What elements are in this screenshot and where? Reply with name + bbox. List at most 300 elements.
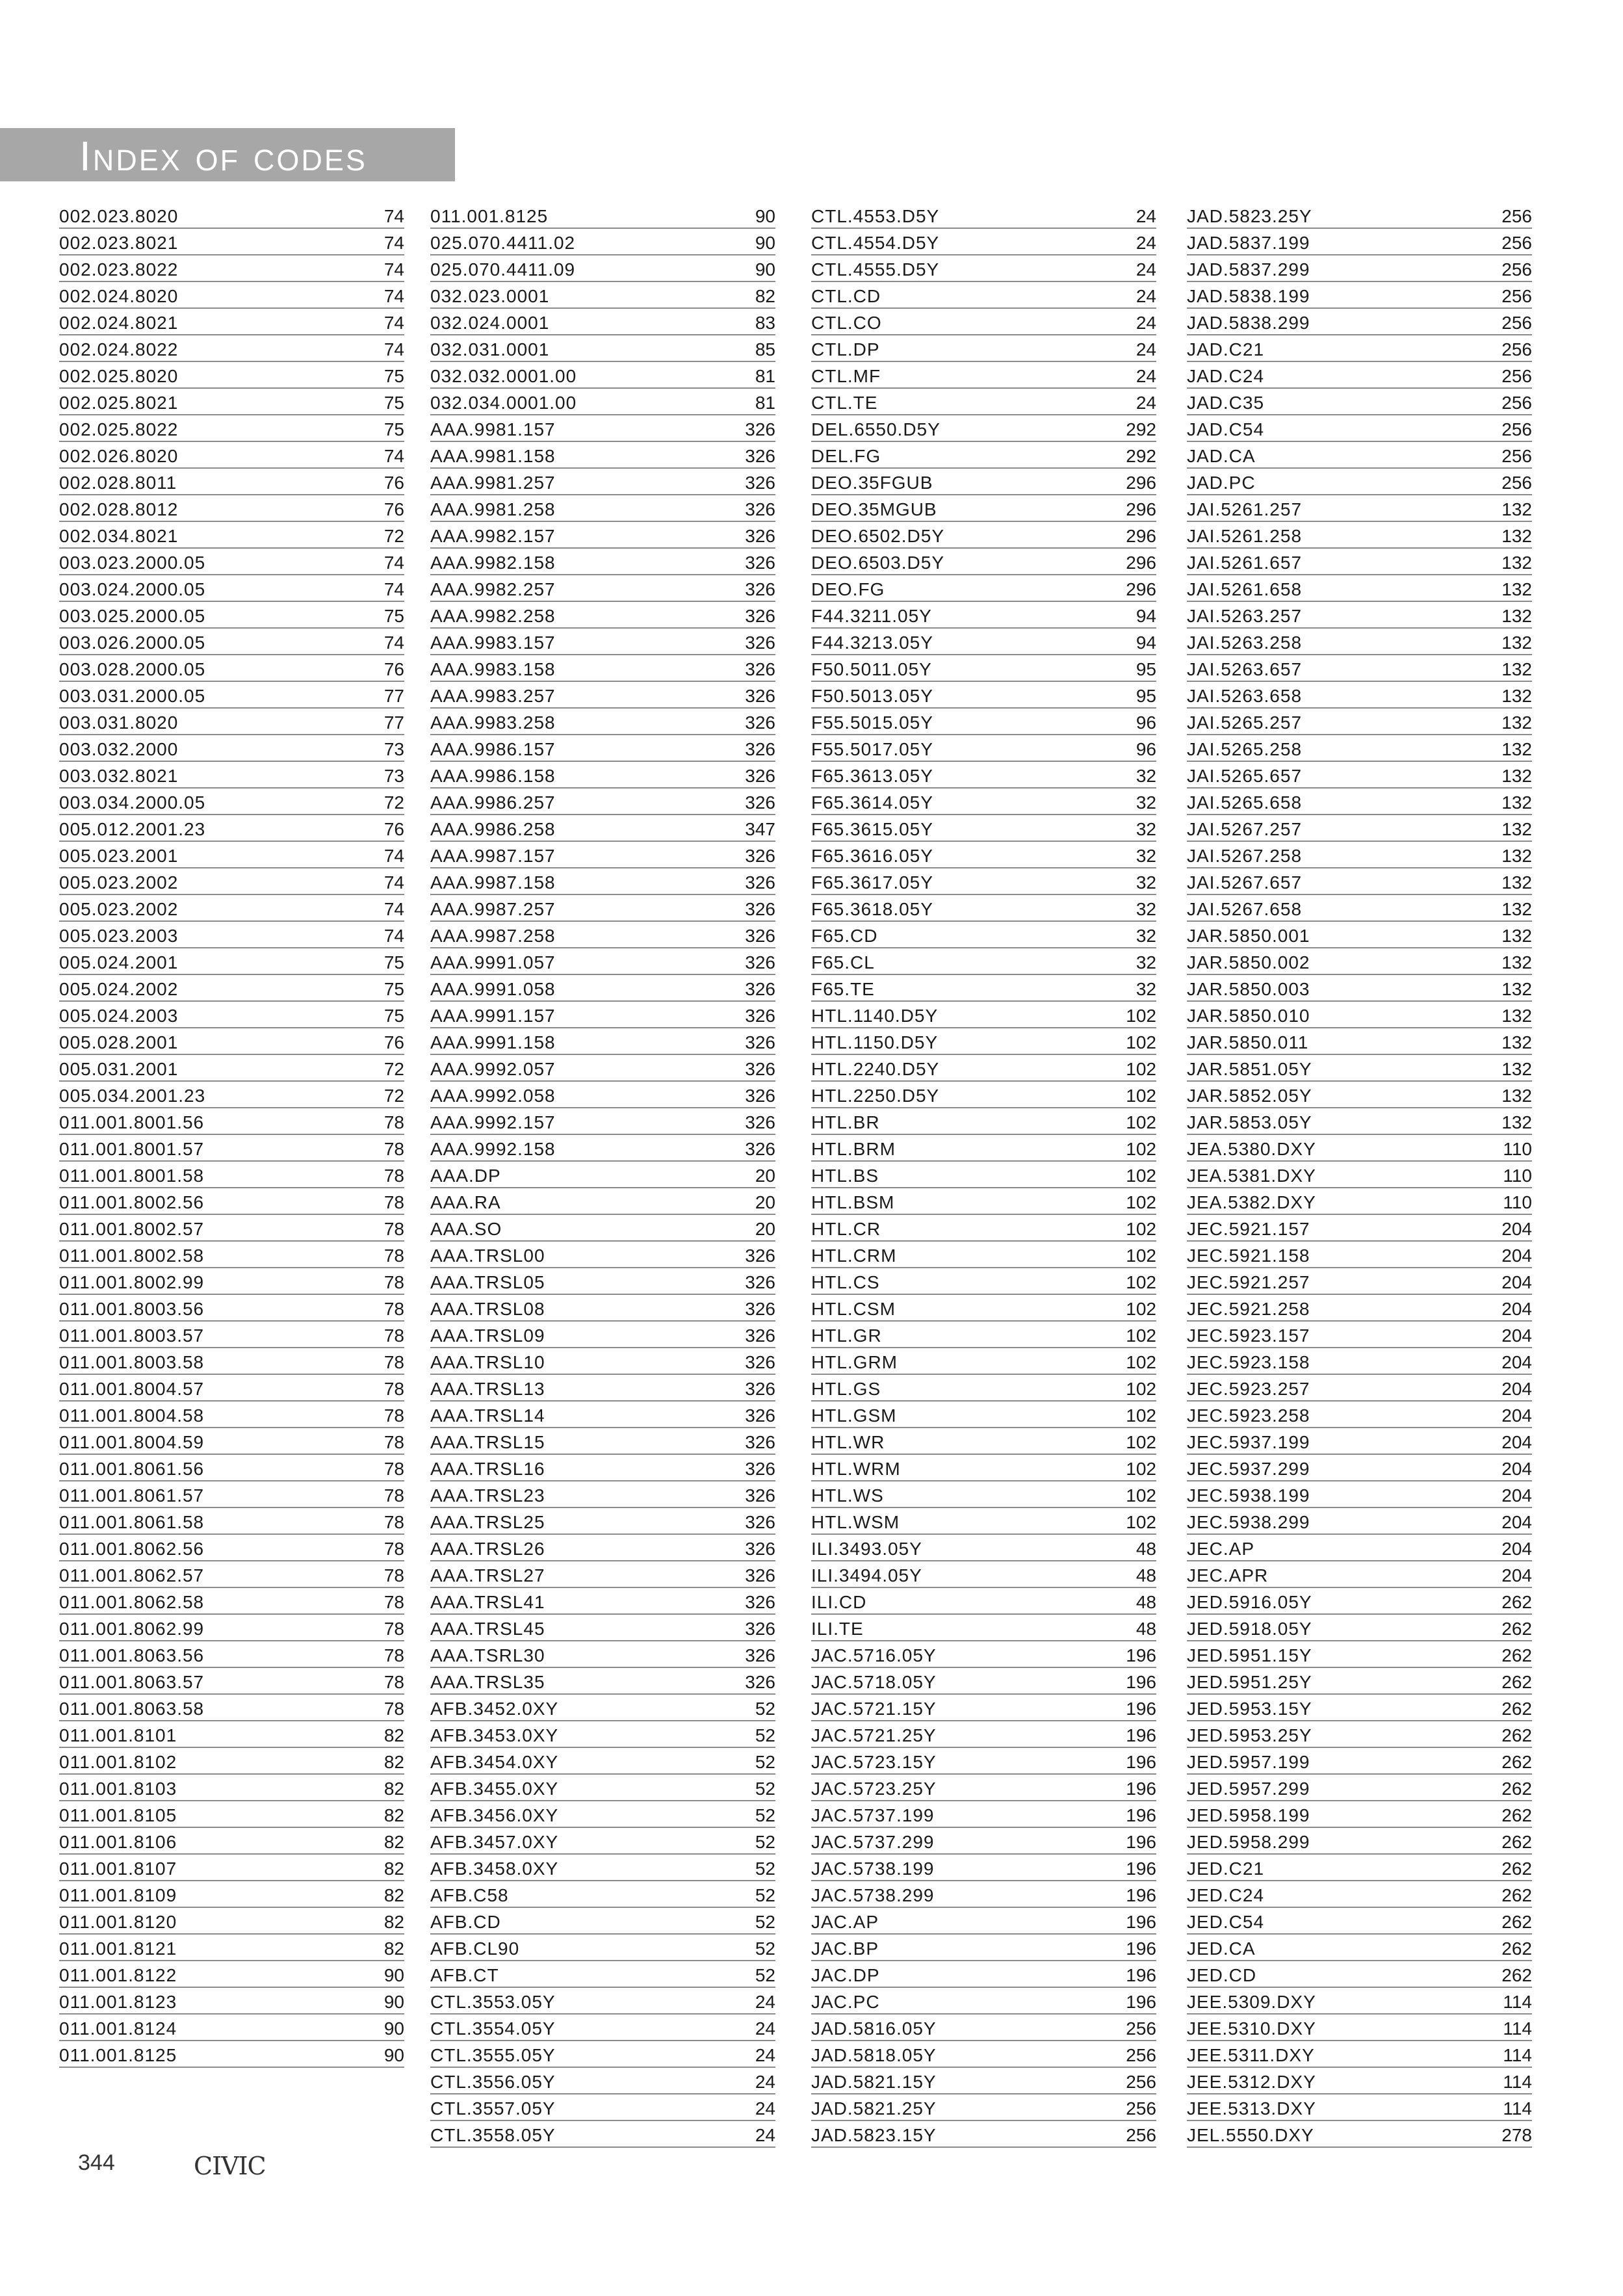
product-code: AAA.9986.258 <box>430 819 556 839</box>
page-reference: 326 <box>745 526 775 546</box>
page-reference: 326 <box>745 952 775 972</box>
index-row <box>1187 655 1532 682</box>
product-code: 011.001.8120 <box>59 1912 177 1932</box>
page-reference: 102 <box>1126 1379 1156 1399</box>
product-code: 011.001.8061.57 <box>59 1485 205 1506</box>
product-code: JAI.5261.657 <box>1187 553 1303 573</box>
index-row <box>59 1455 404 1481</box>
page-reference: 75 <box>383 419 404 439</box>
product-code: AAA.RA <box>430 1192 501 1212</box>
page-reference: 32 <box>1136 872 1156 893</box>
product-code: JEL.5550.DXY <box>1187 2125 1314 2145</box>
product-code: AAA.9987.258 <box>430 926 556 946</box>
index-row <box>1187 575 1532 602</box>
product-code: AAA.TRSL41 <box>430 1592 545 1612</box>
index-row <box>1187 1961 1532 1988</box>
index-row <box>430 1508 775 1535</box>
product-code: 003.028.2000.05 <box>59 659 206 679</box>
index-row <box>430 522 775 549</box>
page-reference: 78 <box>383 1112 404 1132</box>
index-row <box>59 1855 404 1881</box>
product-code: F65.3618.05Y <box>811 899 933 919</box>
page-reference: 73 <box>383 739 404 759</box>
product-code: CTL.TE <box>811 393 878 413</box>
page-reference: 326 <box>745 446 775 466</box>
index-column-4 <box>1187 202 1532 2148</box>
index-row <box>59 1322 404 1348</box>
product-code: F65.CL <box>811 952 875 972</box>
page-reference: 78 <box>383 1619 404 1639</box>
page-reference: 262 <box>1501 1912 1532 1932</box>
page-reference: 102 <box>1126 1246 1156 1266</box>
product-code: HTL.GS <box>811 1379 881 1399</box>
page-reference: 132 <box>1501 579 1532 599</box>
page-reference: 81 <box>755 393 775 413</box>
product-code: AAA.TRSL23 <box>430 1485 545 1506</box>
product-code: AFB.3456.0XY <box>430 1805 559 1825</box>
page-reference: 114 <box>1503 2098 1532 2119</box>
index-row <box>430 1668 775 1695</box>
page-reference: 296 <box>1126 499 1156 519</box>
index-row <box>59 629 404 655</box>
page-reference: 204 <box>1501 1219 1532 1239</box>
page-reference: 132 <box>1501 739 1532 759</box>
index-row <box>59 1375 404 1402</box>
page-reference: 292 <box>1126 419 1156 439</box>
page-reference: 326 <box>745 1645 775 1665</box>
index-row <box>1187 1721 1532 1748</box>
index-row <box>1187 1508 1532 1535</box>
index-row <box>59 815 404 842</box>
page-reference: 196 <box>1126 1752 1156 1772</box>
page-reference: 296 <box>1126 473 1156 493</box>
product-code: 002.024.8022 <box>59 339 179 359</box>
page-reference: 196 <box>1126 1912 1156 1932</box>
index-row <box>430 815 775 842</box>
index-row <box>811 922 1156 948</box>
index-row <box>59 602 404 629</box>
product-code: 011.001.8063.56 <box>59 1645 205 1665</box>
product-code: 011.001.8004.59 <box>59 1432 205 1452</box>
page-reference: 74 <box>383 872 404 893</box>
index-row <box>430 762 775 789</box>
page-reference: 102 <box>1126 1006 1156 1026</box>
index-row <box>1187 495 1532 522</box>
page-reference: 78 <box>383 1352 404 1372</box>
product-code: F50.5011.05Y <box>811 659 932 679</box>
page-reference: 75 <box>383 606 404 626</box>
index-row <box>430 1108 775 1135</box>
product-code: 011.001.8103 <box>59 1779 177 1799</box>
page-reference: 24 <box>1136 313 1156 333</box>
index-row <box>59 1828 404 1855</box>
product-code: AAA.TRSL10 <box>430 1352 545 1372</box>
page-reference: 326 <box>745 606 775 626</box>
index-row <box>811 255 1156 282</box>
page-reference: 326 <box>745 872 775 893</box>
index-row <box>430 389 775 415</box>
index-row <box>811 1775 1156 1801</box>
product-code: AAA.TRSL16 <box>430 1459 545 1479</box>
product-code: HTL.1140.D5Y <box>811 1006 939 1026</box>
index-row <box>430 1775 775 1801</box>
product-code: 011.001.8062.58 <box>59 1592 205 1612</box>
index-row <box>430 1002 775 1028</box>
index-row <box>1187 815 1532 842</box>
page-reference: 326 <box>745 1325 775 1346</box>
product-code: CTL.3557.05Y <box>430 2098 556 2119</box>
page-reference: 78 <box>383 1699 404 1719</box>
index-row <box>59 1588 404 1615</box>
page-reference: 102 <box>1126 1512 1156 1532</box>
page-reference: 204 <box>1501 1432 1532 1452</box>
product-code: 002.023.8020 <box>59 206 179 226</box>
product-code: AAA.9982.157 <box>430 526 556 546</box>
page-reference: 326 <box>745 1405 775 1426</box>
product-code: 005.031.2001 <box>59 1059 179 1079</box>
product-code: HTL.CSM <box>811 1299 896 1319</box>
index-row <box>1187 1535 1532 1561</box>
product-code: 002.025.8022 <box>59 419 179 439</box>
index-row <box>430 1641 775 1668</box>
product-code: 011.001.8002.57 <box>59 1219 205 1239</box>
product-code: JEC.5921.157 <box>1187 1219 1310 1239</box>
product-code: HTL.CR <box>811 1219 881 1239</box>
page-reference: 72 <box>383 526 404 546</box>
page-reference: 262 <box>1501 1699 1532 1719</box>
product-code: JED.5958.299 <box>1187 1832 1310 1852</box>
product-code: CTL.4554.D5Y <box>811 233 940 253</box>
page-reference: 77 <box>383 686 404 706</box>
page-reference: 94 <box>1136 633 1156 653</box>
page-reference: 77 <box>383 712 404 733</box>
page-reference: 78 <box>383 1512 404 1532</box>
product-code: 011.001.8125 <box>430 206 549 226</box>
index-row <box>811 1188 1156 1215</box>
index-row <box>59 575 404 602</box>
product-code: JEE.5313.DXY <box>1187 2098 1316 2119</box>
product-code: AAA.9983.158 <box>430 659 556 679</box>
civic-logo: CIVIC <box>194 2152 266 2180</box>
product-code: JEC.5923.257 <box>1187 1379 1310 1399</box>
page-reference: 32 <box>1136 766 1156 786</box>
product-code: JAI.5267.657 <box>1187 872 1303 893</box>
product-code: 002.034.8021 <box>59 526 179 546</box>
page-reference: 132 <box>1501 952 1532 972</box>
product-code: JEC.5921.258 <box>1187 1299 1310 1319</box>
page-reference: 196 <box>1126 1859 1156 1879</box>
index-row <box>1187 1268 1532 1295</box>
index-row <box>430 1721 775 1748</box>
page-reference: 74 <box>383 313 404 333</box>
page-reference: 76 <box>383 1032 404 1052</box>
product-code: JAD.5816.05Y <box>811 2018 937 2039</box>
index-row <box>1187 1082 1532 1108</box>
index-row <box>1187 202 1532 229</box>
product-code: 032.024.0001 <box>430 313 550 333</box>
page-reference: 326 <box>745 1619 775 1639</box>
index-row <box>59 1641 404 1668</box>
index-row <box>430 868 775 895</box>
product-code: JEC.5923.258 <box>1187 1405 1310 1426</box>
index-row <box>811 1135 1156 1162</box>
product-code: AAA.9981.158 <box>430 446 556 466</box>
product-code: JAC.AP <box>811 1912 879 1932</box>
index-row <box>1187 2041 1532 2068</box>
index-row <box>811 229 1156 255</box>
index-row <box>811 682 1156 709</box>
index-row <box>59 1428 404 1455</box>
index-row <box>1187 1055 1532 1082</box>
product-code: 011.001.8062.57 <box>59 1565 205 1585</box>
product-code: JAD.PC <box>1187 473 1256 493</box>
index-row <box>1187 1748 1532 1775</box>
product-code: JAC.5737.299 <box>811 1832 935 1852</box>
page-reference: 110 <box>1503 1166 1532 1186</box>
index-row <box>1187 1561 1532 1588</box>
page-reference: 76 <box>383 659 404 679</box>
product-code: 011.001.8122 <box>59 1965 177 1985</box>
product-code: 032.032.0001.00 <box>430 366 577 386</box>
page-reference: 256 <box>1501 473 1532 493</box>
product-code: JAC.5723.25Y <box>811 1779 937 1799</box>
index-row <box>430 975 775 1002</box>
product-code: AFB.CD <box>430 1912 501 1932</box>
page-reference: 85 <box>755 339 775 359</box>
index-row <box>1187 2015 1532 2041</box>
index-row <box>59 442 404 469</box>
index-row <box>811 2094 1156 2121</box>
index-row <box>430 1055 775 1082</box>
product-code: JAI.5267.257 <box>1187 819 1303 839</box>
page-reference: 296 <box>1126 579 1156 599</box>
product-code: AFB.3455.0XY <box>430 1779 559 1799</box>
product-code: JEA.5381.DXY <box>1187 1166 1316 1186</box>
product-code: 011.001.8002.99 <box>59 1272 205 1292</box>
product-code: AAA.9983.157 <box>430 633 556 653</box>
product-code: 011.001.8063.58 <box>59 1699 205 1719</box>
page-reference: 204 <box>1501 1325 1532 1346</box>
page-reference: 102 <box>1126 1405 1156 1426</box>
index-row <box>811 868 1156 895</box>
index-row <box>1187 629 1532 655</box>
product-code: JAI.5263.657 <box>1187 659 1303 679</box>
page-reference: 24 <box>1136 206 1156 226</box>
index-row <box>59 1135 404 1162</box>
product-code: HTL.WR <box>811 1432 885 1452</box>
product-code: DEO.35MGUB <box>811 499 937 519</box>
index-row <box>811 309 1156 335</box>
product-code: 002.026.8020 <box>59 446 179 466</box>
index-row <box>59 1561 404 1588</box>
product-code: JED.CA <box>1187 1938 1256 1959</box>
index-row <box>430 629 775 655</box>
index-row <box>1187 1135 1532 1162</box>
page-reference: 102 <box>1126 1272 1156 1292</box>
index-row <box>811 469 1156 495</box>
product-code: 011.001.8109 <box>59 1885 177 1905</box>
index-row <box>430 2015 775 2041</box>
index-row <box>1187 762 1532 789</box>
page-reference: 52 <box>755 1832 775 1852</box>
index-row <box>430 2068 775 2094</box>
index-row <box>811 1242 1156 1268</box>
product-code: F65.TE <box>811 979 875 999</box>
index-row <box>1187 1322 1532 1348</box>
page-reference: 326 <box>745 926 775 946</box>
product-code: AAA.9992.158 <box>430 1139 556 1159</box>
product-code: F65.3617.05Y <box>811 872 933 893</box>
product-code: JEE.5311.DXY <box>1187 2045 1315 2065</box>
page-reference: 74 <box>383 899 404 919</box>
index-row <box>1187 1428 1532 1455</box>
index-row <box>430 1322 775 1348</box>
product-code: DEO.FG <box>811 579 885 599</box>
index-row <box>1187 975 1532 1002</box>
index-row <box>1187 1188 1532 1215</box>
product-code: AAA.TRSL35 <box>430 1672 545 1692</box>
index-row <box>430 1588 775 1615</box>
page-reference: 132 <box>1501 926 1532 946</box>
page-reference: 132 <box>1501 659 1532 679</box>
page-reference: 78 <box>383 1246 404 1266</box>
index-row <box>59 975 404 1002</box>
product-code: AAA.TRSL05 <box>430 1272 545 1292</box>
product-code: JAD.5821.25Y <box>811 2098 937 2119</box>
index-row <box>59 522 404 549</box>
product-code: JAR.5850.003 <box>1187 979 1310 999</box>
page-reference: 196 <box>1126 1832 1156 1852</box>
product-code: F55.5015.05Y <box>811 712 933 733</box>
page-reference: 296 <box>1126 553 1156 573</box>
product-code: 011.001.8102 <box>59 1752 177 1772</box>
product-code: JAD.CA <box>1187 446 1256 466</box>
page-reference: 74 <box>383 846 404 866</box>
index-row <box>430 309 775 335</box>
page-reference: 102 <box>1126 1059 1156 1079</box>
product-code: 011.001.8003.58 <box>59 1352 205 1372</box>
page-reference: 20 <box>755 1219 775 1239</box>
index-row <box>1187 1162 1532 1188</box>
product-code: JEC.5937.199 <box>1187 1432 1310 1452</box>
product-code: 002.025.8020 <box>59 366 179 386</box>
index-row <box>59 1055 404 1082</box>
product-code: JAI.5265.657 <box>1187 766 1303 786</box>
product-code: JAD.C54 <box>1187 419 1265 439</box>
product-code: 011.001.8002.58 <box>59 1246 205 1266</box>
product-code: CTL.3558.05Y <box>430 2125 556 2145</box>
index-row <box>430 842 775 868</box>
index-row <box>811 1855 1156 1881</box>
page-reference: 256 <box>1501 233 1532 253</box>
index-row <box>811 1908 1156 1935</box>
index-row <box>430 1935 775 1961</box>
page-reference: 102 <box>1126 1299 1156 1319</box>
product-code: JED.5958.199 <box>1187 1805 1310 1825</box>
page-reference: 262 <box>1501 1832 1532 1852</box>
product-code: AFB.3453.0XY <box>430 1725 559 1745</box>
product-code: JEC.5937.299 <box>1187 1459 1310 1479</box>
index-row <box>430 2041 775 2068</box>
page-reference: 110 <box>1503 1192 1532 1212</box>
page-reference: 82 <box>383 1938 404 1959</box>
product-code: JAC.5738.299 <box>811 1885 935 1905</box>
index-row <box>430 1535 775 1561</box>
index-row <box>59 1721 404 1748</box>
page-reference: 132 <box>1501 526 1532 546</box>
product-code: JAC.5737.199 <box>811 1805 935 1825</box>
product-code: 011.001.8124 <box>59 2018 177 2039</box>
product-code: AAA.TRSL45 <box>430 1619 545 1639</box>
product-code: AFB.CT <box>430 1965 499 1985</box>
index-row <box>430 549 775 575</box>
index-row <box>811 335 1156 362</box>
product-code: AAA.9982.158 <box>430 553 556 573</box>
index-row <box>59 389 404 415</box>
page-reference: 24 <box>755 2098 775 2119</box>
page-reference: 76 <box>383 499 404 519</box>
product-code: 003.025.2000.05 <box>59 606 206 626</box>
index-row <box>59 1162 404 1188</box>
page-reference: 292 <box>1126 446 1156 466</box>
product-code: F65.CD <box>811 926 878 946</box>
index-row <box>811 549 1156 575</box>
index-row <box>811 602 1156 629</box>
product-code: AFB.CL90 <box>430 1938 520 1959</box>
index-column-2 <box>430 202 775 2148</box>
index-row <box>811 975 1156 1002</box>
index-row <box>59 1801 404 1828</box>
product-code: JED.5951.25Y <box>1187 1672 1312 1692</box>
page-reference: 90 <box>383 2045 404 2065</box>
product-code: JAI.5265.257 <box>1187 712 1303 733</box>
product-code: CTL.4553.D5Y <box>811 206 940 226</box>
page-reference: 256 <box>1501 419 1532 439</box>
index-row <box>59 1402 404 1428</box>
page-reference: 204 <box>1501 1512 1532 1532</box>
product-code: AAA.9987.158 <box>430 872 556 893</box>
product-code: 002.028.8012 <box>59 499 179 519</box>
index-row <box>811 1588 1156 1615</box>
index-column-3 <box>811 202 1156 2148</box>
page-reference: 82 <box>383 1832 404 1852</box>
page-reference: 326 <box>745 1272 775 1292</box>
page-reference: 204 <box>1501 1539 1532 1559</box>
index-row <box>1187 1641 1532 1668</box>
page-reference: 326 <box>745 1299 775 1319</box>
index-row <box>811 709 1156 735</box>
index-row <box>59 709 404 735</box>
page-reference: 82 <box>383 1725 404 1745</box>
page-reference: 262 <box>1501 1965 1532 1985</box>
index-row <box>1187 1455 1532 1481</box>
index-row <box>59 1668 404 1695</box>
page-reference: 82 <box>383 1779 404 1799</box>
product-code: HTL.2240.D5Y <box>811 1059 940 1079</box>
index-row <box>1187 1375 1532 1402</box>
page-reference: 78 <box>383 1485 404 1506</box>
page-reference: 82 <box>383 1752 404 1772</box>
page-reference: 110 <box>1503 1139 1532 1159</box>
page-reference: 48 <box>1136 1619 1156 1639</box>
page-reference: 52 <box>755 1779 775 1799</box>
page-reference: 78 <box>383 1405 404 1426</box>
page-reference: 82 <box>383 1805 404 1825</box>
index-row <box>59 1695 404 1721</box>
page-reference: 132 <box>1501 1059 1532 1079</box>
product-code: 005.028.2001 <box>59 1032 179 1052</box>
index-row <box>59 1348 404 1375</box>
